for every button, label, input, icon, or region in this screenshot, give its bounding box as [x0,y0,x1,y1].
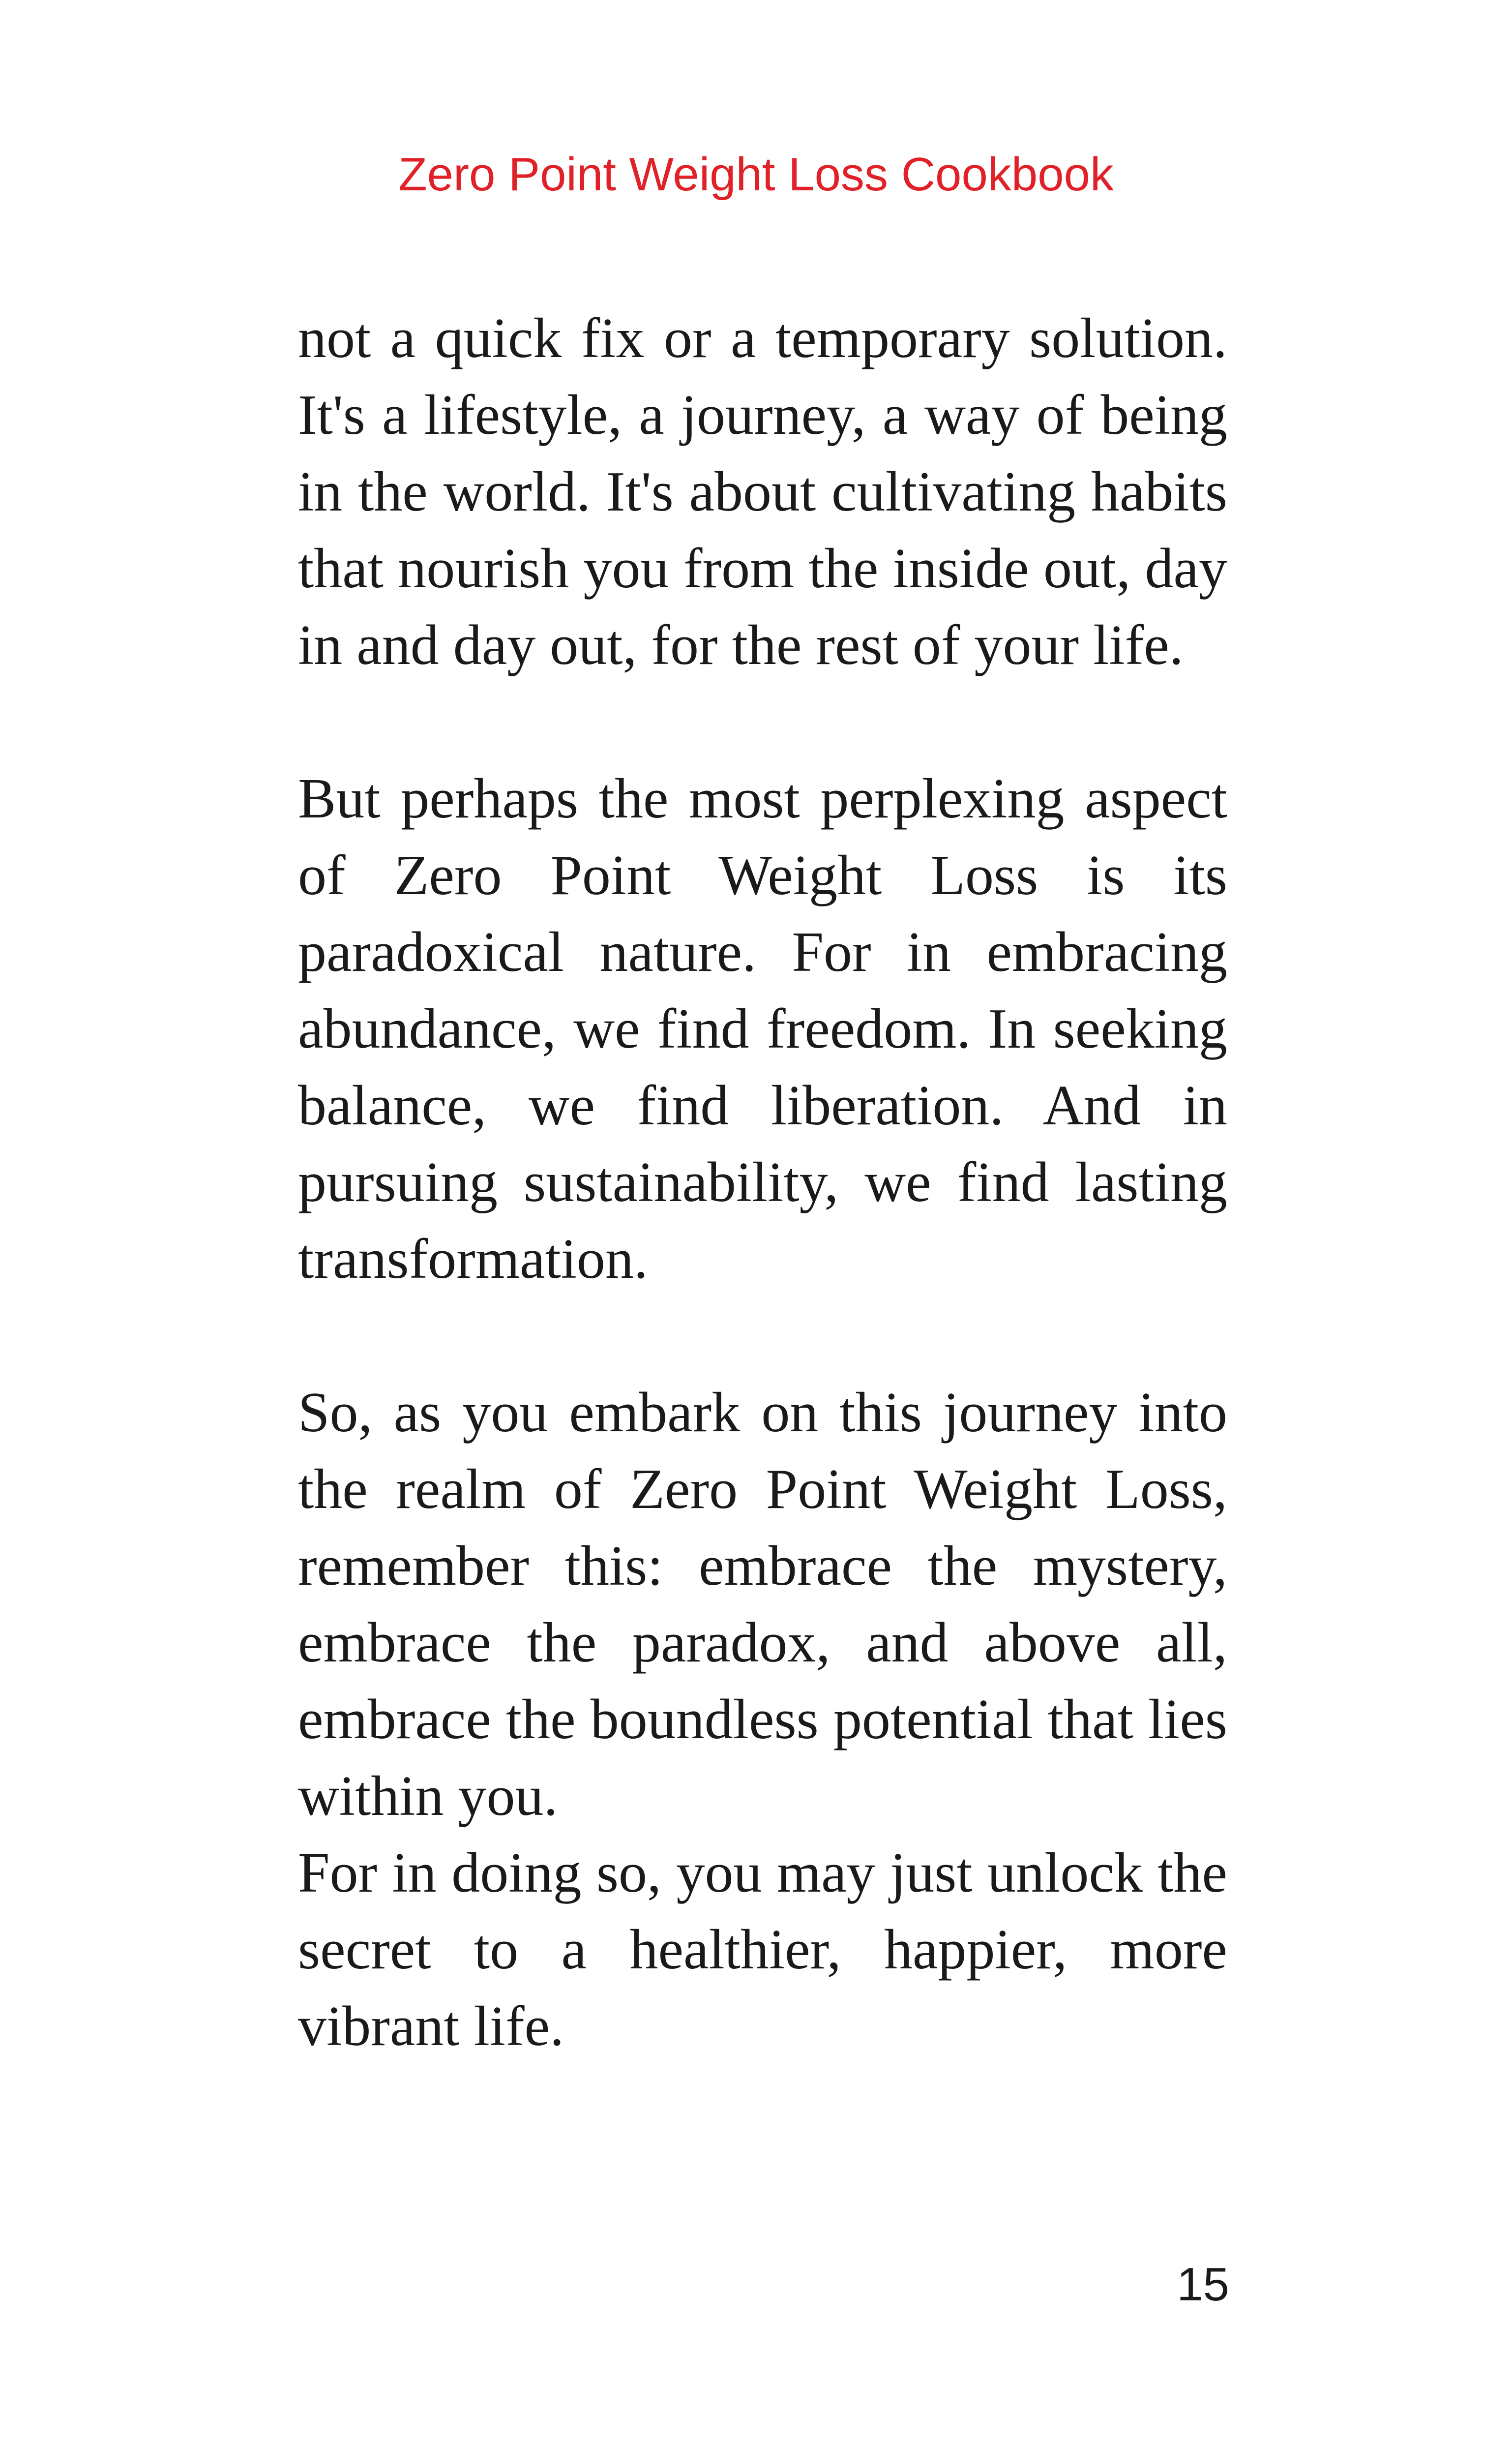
paragraph-2: But perhaps the most perplexing aspect of Zero Point Weight Loss is its paradoxical nature. For in embracing abundance, we find freedom. In seeking balance, we find liberation. And in pursuing sustainability, we find lasting transformation. [298,767,1227,1291]
body-text [298,300,1227,2065]
paragraph-3: So, as you embark on this journey into the realm of Zero Point Weight Loss, remember this: embrace the mystery, embrace the paradox, and above all, embrace the boundless potential that lies within you. [298,1381,1227,1828]
page-number: 15 [1177,2258,1229,2311]
running-header-title: Zero Point Weight Loss Cookbook [398,148,1114,201]
paragraph-4: For in doing so, you may just unlock the secret to a healthier, happier, more vibrant life. [298,1841,1227,2058]
paragraph-1: not a quick fix or a temporary solution. It's a lifestyle, a journey, a way of being in the world. It's about cultivating habits that nourish you from the inside out, day in and day out, for the rest of your life. [298,307,1227,677]
